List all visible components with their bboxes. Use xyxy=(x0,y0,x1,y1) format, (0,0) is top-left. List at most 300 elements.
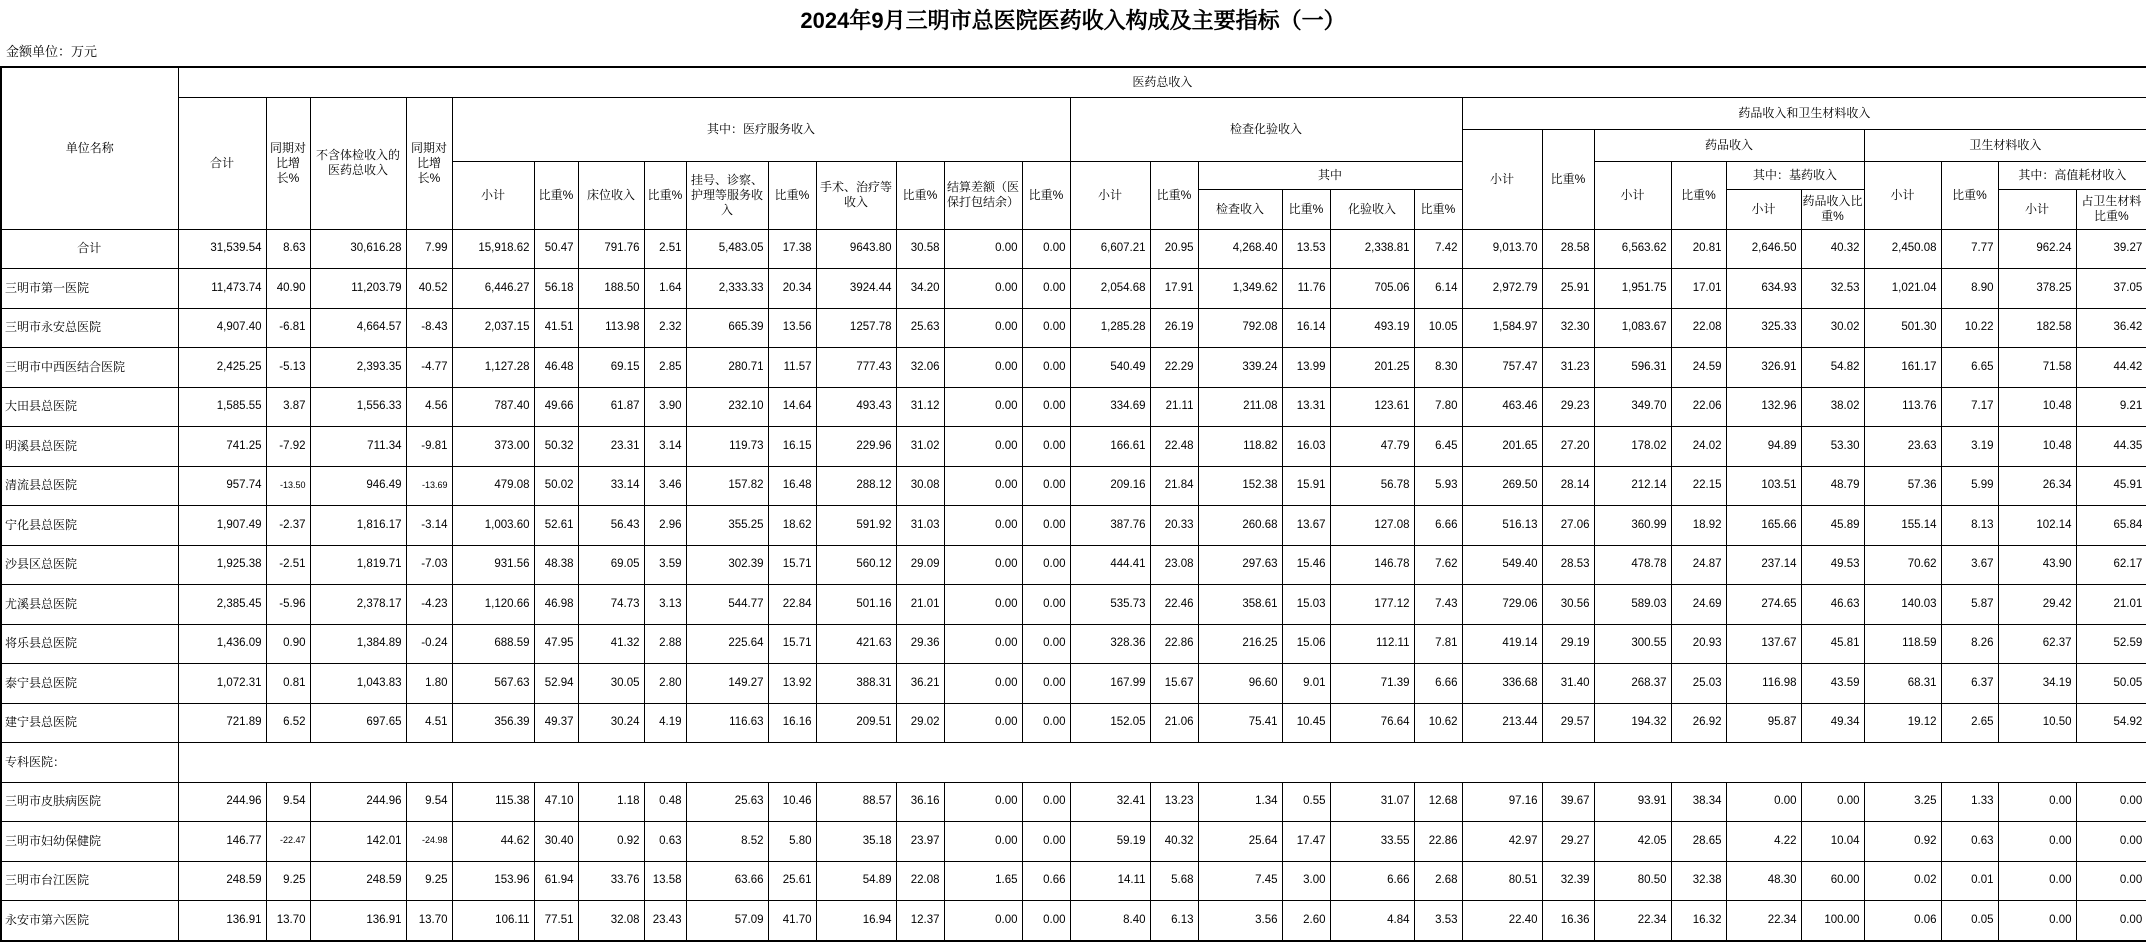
value-cell: 0.05 xyxy=(1941,901,1998,941)
col-yoy-growth-2: 同期对比增长% xyxy=(406,97,452,229)
value-cell: 201.25 xyxy=(1330,348,1414,388)
value-cell: 13.23 xyxy=(1150,782,1198,822)
value-cell: 2.85 xyxy=(644,348,686,388)
col-drug-share: 比重% xyxy=(1671,161,1726,229)
value-cell: 52.61 xyxy=(534,506,578,546)
value-cell: 47.95 xyxy=(534,624,578,664)
value-cell: 3.53 xyxy=(1414,901,1462,941)
value-cell: 32.06 xyxy=(896,348,944,388)
value-cell: 1,072.31 xyxy=(178,664,266,704)
value-cell: 106.11 xyxy=(452,901,534,941)
value-cell: 6.66 xyxy=(1414,506,1462,546)
value-cell: 39.27 xyxy=(2076,229,2146,269)
value-cell: 29.42 xyxy=(1998,585,2076,625)
value-cell: 32.41 xyxy=(1070,782,1150,822)
value-cell: 49.66 xyxy=(534,387,578,427)
value-cell: 30.02 xyxy=(1801,308,1864,348)
value-cell: 30.56 xyxy=(1542,585,1594,625)
value-cell: 268.37 xyxy=(1594,664,1671,704)
value-cell: 113.98 xyxy=(578,308,644,348)
value-cell: 0.00 xyxy=(944,466,1022,506)
value-cell: 40.52 xyxy=(406,269,452,309)
value-cell: -5.96 xyxy=(266,585,310,625)
value-cell: 57.09 xyxy=(686,901,768,941)
value-cell: 6.14 xyxy=(1414,269,1462,309)
value-cell: 112.11 xyxy=(1330,624,1414,664)
col-check-income: 检查收入 xyxy=(1198,189,1282,229)
col-yoy-growth: 同期对比增长% xyxy=(266,97,310,229)
value-cell: 59.19 xyxy=(1070,822,1150,862)
col-settlement-share: 比重% xyxy=(1022,161,1070,229)
value-cell: 71.58 xyxy=(1998,348,2076,388)
value-cell: 688.59 xyxy=(452,624,534,664)
value-cell: 1,003.60 xyxy=(452,506,534,546)
value-cell: 96.60 xyxy=(1198,664,1282,704)
value-cell: 10.04 xyxy=(1801,822,1864,862)
value-cell: 44.62 xyxy=(452,822,534,862)
value-cell: 40.32 xyxy=(1150,822,1198,862)
value-cell: 591.92 xyxy=(816,506,896,546)
value-cell: 62.37 xyxy=(1998,624,2076,664)
value-cell: 30.40 xyxy=(534,822,578,862)
value-cell: 94.89 xyxy=(1726,427,1801,467)
value-cell: 2,646.50 xyxy=(1726,229,1801,269)
value-cell: 9.54 xyxy=(266,782,310,822)
value-cell: 16.03 xyxy=(1282,427,1330,467)
value-cell: 962.24 xyxy=(1998,229,2076,269)
value-cell: 7.81 xyxy=(1414,624,1462,664)
value-cell: 26.92 xyxy=(1671,703,1726,743)
value-cell: 69.05 xyxy=(578,545,644,585)
value-cell: 13.92 xyxy=(768,664,816,704)
value-cell: 463.46 xyxy=(1462,387,1542,427)
value-cell: 0.92 xyxy=(1864,822,1941,862)
hospital-name: 合计 xyxy=(1,229,178,269)
hospital-name: 大田县总医院 xyxy=(1,387,178,427)
value-cell: 29.02 xyxy=(896,703,944,743)
value-cell: 80.51 xyxy=(1462,861,1542,901)
value-cell: 29.36 xyxy=(896,624,944,664)
value-cell: 209.51 xyxy=(816,703,896,743)
hospital-name: 三明市皮肤病医院 xyxy=(1,782,178,822)
value-cell: 0.00 xyxy=(944,545,1022,585)
value-cell: 5.68 xyxy=(1150,861,1198,901)
table-row xyxy=(1,545,2146,585)
value-cell: 42.97 xyxy=(1462,822,1542,862)
value-cell: 23.97 xyxy=(896,822,944,862)
value-cell: 45.91 xyxy=(2076,466,2146,506)
value-cell: 0.00 xyxy=(944,229,1022,269)
value-cell: 328.36 xyxy=(1070,624,1150,664)
value-cell: 2,972.79 xyxy=(1462,269,1542,309)
value-cell: 177.12 xyxy=(1330,585,1414,625)
value-cell: 25.64 xyxy=(1198,822,1282,862)
value-cell: 0.00 xyxy=(1022,308,1070,348)
value-cell: -5.13 xyxy=(266,348,310,388)
value-cell: 56.18 xyxy=(534,269,578,309)
value-cell: 1,584.97 xyxy=(1462,308,1542,348)
hospital-name: 清流县总医院 xyxy=(1,466,178,506)
value-cell: 1,043.83 xyxy=(310,664,406,704)
value-cell: 36.42 xyxy=(2076,308,2146,348)
value-cell: 16.94 xyxy=(816,901,896,941)
value-cell: 116.63 xyxy=(686,703,768,743)
value-cell: 8.90 xyxy=(1941,269,1998,309)
value-cell: 232.10 xyxy=(686,387,768,427)
value-cell: 31,539.54 xyxy=(178,229,266,269)
value-cell: 25.91 xyxy=(1542,269,1594,309)
value-cell: 697.65 xyxy=(310,703,406,743)
value-cell: 70.62 xyxy=(1864,545,1941,585)
value-cell: 5.87 xyxy=(1941,585,1998,625)
value-cell: 336.68 xyxy=(1462,664,1542,704)
value-cell: 225.64 xyxy=(686,624,768,664)
value-cell: 146.78 xyxy=(1330,545,1414,585)
value-cell: 10.45 xyxy=(1282,703,1330,743)
value-cell: 334.69 xyxy=(1070,387,1150,427)
value-cell: 501.16 xyxy=(816,585,896,625)
value-cell: 1,907.49 xyxy=(178,506,266,546)
value-cell: 8.13 xyxy=(1941,506,1998,546)
value-cell: 4.56 xyxy=(406,387,452,427)
value-cell: 19.12 xyxy=(1864,703,1941,743)
value-cell: 28.65 xyxy=(1671,822,1726,862)
value-cell: -2.51 xyxy=(266,545,310,585)
value-cell: 137.67 xyxy=(1726,624,1801,664)
value-cell: 0.00 xyxy=(944,387,1022,427)
col-unit-name: 单位名称 xyxy=(1,67,178,229)
value-cell: 13.58 xyxy=(644,861,686,901)
value-cell: 478.78 xyxy=(1594,545,1671,585)
value-cell: 123.61 xyxy=(1330,387,1414,427)
value-cell: 103.51 xyxy=(1726,466,1801,506)
value-cell: 31.12 xyxy=(896,387,944,427)
value-cell: 4,268.40 xyxy=(1198,229,1282,269)
value-cell: 22.86 xyxy=(1150,624,1198,664)
value-cell: 4.22 xyxy=(1726,822,1801,862)
value-cell: 11,473.74 xyxy=(178,269,266,309)
value-cell: 167.99 xyxy=(1070,664,1150,704)
value-cell: 32.39 xyxy=(1542,861,1594,901)
value-cell: 15,918.62 xyxy=(452,229,534,269)
value-cell: -8.43 xyxy=(406,308,452,348)
value-cell: 419.14 xyxy=(1462,624,1542,664)
value-cell: 13.99 xyxy=(1282,348,1330,388)
value-cell: 20.95 xyxy=(1150,229,1198,269)
table-row xyxy=(1,585,2146,625)
value-cell: 3.56 xyxy=(1198,901,1282,941)
value-cell: 50.32 xyxy=(534,427,578,467)
value-cell: 0.81 xyxy=(266,664,310,704)
value-cell: 3.90 xyxy=(644,387,686,427)
value-cell: 30.24 xyxy=(578,703,644,743)
value-cell: 10.50 xyxy=(1998,703,2076,743)
col-ms-share: 比重% xyxy=(534,161,578,229)
value-cell: 0.00 xyxy=(1726,782,1801,822)
value-cell: 60.00 xyxy=(1801,861,1864,901)
value-cell: 41.51 xyxy=(534,308,578,348)
value-cell: 0.01 xyxy=(1941,861,1998,901)
value-cell: 297.63 xyxy=(1198,545,1282,585)
value-cell: 33.14 xyxy=(578,466,644,506)
value-cell: 349.70 xyxy=(1594,387,1671,427)
value-cell: 49.53 xyxy=(1801,545,1864,585)
value-cell: 56.43 xyxy=(578,506,644,546)
value-cell: 589.03 xyxy=(1594,585,1671,625)
value-cell: 13.31 xyxy=(1282,387,1330,427)
table-body xyxy=(1,229,2146,941)
value-cell: 22.40 xyxy=(1462,901,1542,941)
table-row xyxy=(1,861,2146,901)
value-cell: -22.47 xyxy=(266,822,310,862)
value-cell: 22.34 xyxy=(1594,901,1671,941)
value-cell: 1,816.17 xyxy=(310,506,406,546)
value-cell: 360.99 xyxy=(1594,506,1671,546)
value-cell: 30.08 xyxy=(896,466,944,506)
value-cell: 356.39 xyxy=(452,703,534,743)
value-cell: 711.34 xyxy=(310,427,406,467)
hospital-name: 三明市中西医结合医院 xyxy=(1,348,178,388)
value-cell: 65.84 xyxy=(2076,506,2146,546)
value-cell: 201.65 xyxy=(1462,427,1542,467)
value-cell: -7.92 xyxy=(266,427,310,467)
value-cell: 52.94 xyxy=(534,664,578,704)
section-empty-cell xyxy=(178,743,2146,783)
value-cell: 61.87 xyxy=(578,387,644,427)
value-cell: 7.77 xyxy=(1941,229,1998,269)
value-cell: 721.89 xyxy=(178,703,266,743)
value-cell: 22.86 xyxy=(1414,822,1462,862)
value-cell: 43.90 xyxy=(1998,545,2076,585)
value-cell: -4.77 xyxy=(406,348,452,388)
value-cell: 260.68 xyxy=(1198,506,1282,546)
table-row xyxy=(1,269,2146,309)
value-cell: 8.30 xyxy=(1414,348,1462,388)
value-cell: 757.47 xyxy=(1462,348,1542,388)
value-cell: 0.00 xyxy=(1022,664,1070,704)
value-cell: 15.06 xyxy=(1282,624,1330,664)
value-cell: 5.93 xyxy=(1414,466,1462,506)
value-cell: 1,120.66 xyxy=(452,585,534,625)
value-cell: 4.19 xyxy=(644,703,686,743)
value-cell: 567.63 xyxy=(452,664,534,704)
value-cell: 93.91 xyxy=(1594,782,1671,822)
value-cell: 31.40 xyxy=(1542,664,1594,704)
value-cell: 373.00 xyxy=(452,427,534,467)
value-cell: 32.30 xyxy=(1542,308,1594,348)
value-cell: 1,021.04 xyxy=(1864,269,1941,309)
col-total: 合计 xyxy=(178,97,266,229)
value-cell: 142.01 xyxy=(310,822,406,862)
value-cell: 52.59 xyxy=(2076,624,2146,664)
value-cell: 2.32 xyxy=(644,308,686,348)
col-exam-subtotal: 小计 xyxy=(1070,161,1150,229)
value-cell: 0.66 xyxy=(1022,861,1070,901)
value-cell: 28.53 xyxy=(1542,545,1594,585)
value-cell: 6,446.27 xyxy=(452,269,534,309)
value-cell: 10.62 xyxy=(1414,703,1462,743)
value-cell: 41.70 xyxy=(768,901,816,941)
value-cell: 9643.80 xyxy=(816,229,896,269)
value-cell: 1,819.71 xyxy=(310,545,406,585)
hospital-name: 明溪县总医院 xyxy=(1,427,178,467)
value-cell: 46.98 xyxy=(534,585,578,625)
value-cell: 1,925.38 xyxy=(178,545,266,585)
value-cell: 11.76 xyxy=(1282,269,1330,309)
value-cell: 1.65 xyxy=(944,861,1022,901)
value-cell: 54.89 xyxy=(816,861,896,901)
value-cell: 38.02 xyxy=(1801,387,1864,427)
value-cell: 0.00 xyxy=(944,308,1022,348)
value-cell: 24.59 xyxy=(1671,348,1726,388)
value-cell: 596.31 xyxy=(1594,348,1671,388)
value-cell: 2.51 xyxy=(644,229,686,269)
value-cell: 24.87 xyxy=(1671,545,1726,585)
value-cell: 1,127.28 xyxy=(452,348,534,388)
value-cell: 216.25 xyxy=(1198,624,1282,664)
value-cell: 113.76 xyxy=(1864,387,1941,427)
value-cell: 6,563.62 xyxy=(1594,229,1671,269)
value-cell: 2,037.15 xyxy=(452,308,534,348)
value-cell: 9,013.70 xyxy=(1462,229,1542,269)
hospital-name: 三明市台江医院 xyxy=(1,861,178,901)
value-cell: 7.17 xyxy=(1941,387,1998,427)
unit-note: 金额单位：万元 xyxy=(6,44,98,59)
value-cell: 777.43 xyxy=(816,348,896,388)
value-cell: 1,585.55 xyxy=(178,387,266,427)
value-cell: 1.64 xyxy=(644,269,686,309)
value-cell: 42.05 xyxy=(1594,822,1671,862)
value-cell: 0.00 xyxy=(2076,782,2146,822)
value-cell: 13.53 xyxy=(1282,229,1330,269)
value-cell: 26.19 xyxy=(1150,308,1198,348)
value-cell: 493.43 xyxy=(816,387,896,427)
table-row xyxy=(1,664,2146,704)
value-cell: 194.32 xyxy=(1594,703,1671,743)
value-cell: 7.45 xyxy=(1198,861,1282,901)
value-cell: 153.96 xyxy=(452,861,534,901)
value-cell: 15.03 xyxy=(1282,585,1330,625)
value-cell: 6.66 xyxy=(1414,664,1462,704)
value-cell: 48.30 xyxy=(1726,861,1801,901)
value-cell: 53.30 xyxy=(1801,427,1864,467)
value-cell: 23.31 xyxy=(578,427,644,467)
value-cell: 0.00 xyxy=(1022,269,1070,309)
value-cell: 2.96 xyxy=(644,506,686,546)
col-registration-share: 比重% xyxy=(768,161,816,229)
value-cell: 13.70 xyxy=(406,901,452,941)
value-cell: 6.65 xyxy=(1941,348,1998,388)
value-cell: 6,607.21 xyxy=(1070,229,1150,269)
value-cell: 166.61 xyxy=(1070,427,1150,467)
value-cell: 665.39 xyxy=(686,308,768,348)
value-cell: 48.38 xyxy=(534,545,578,585)
col-highvalue-share: 占卫生材料比重% xyxy=(2076,189,2146,229)
value-cell: 0.00 xyxy=(1998,861,2076,901)
value-cell: 2,333.33 xyxy=(686,269,768,309)
value-cell: 69.15 xyxy=(578,348,644,388)
value-cell: 1.33 xyxy=(1941,782,1998,822)
value-cell: 157.82 xyxy=(686,466,768,506)
col-material-share: 比重% xyxy=(1941,161,1998,229)
value-cell: 36.16 xyxy=(896,782,944,822)
value-cell: 444.41 xyxy=(1070,545,1150,585)
value-cell: 119.73 xyxy=(686,427,768,467)
value-cell: 40.32 xyxy=(1801,229,1864,269)
col-ms-subtotal: 小计 xyxy=(452,161,534,229)
value-cell: 13.56 xyxy=(768,308,816,348)
value-cell: 33.55 xyxy=(1330,822,1414,862)
value-cell: 100.00 xyxy=(1801,901,1864,941)
value-cell: 21.01 xyxy=(2076,585,2146,625)
value-cell: 31.03 xyxy=(896,506,944,546)
value-cell: 76.64 xyxy=(1330,703,1414,743)
value-cell: 14.11 xyxy=(1070,861,1150,901)
table-row xyxy=(1,427,2146,467)
hospital-name: 建宁县总医院 xyxy=(1,703,178,743)
hospital-name: 将乐县总医院 xyxy=(1,624,178,664)
value-cell: 29.57 xyxy=(1542,703,1594,743)
col-material-subtotal: 小计 xyxy=(1864,161,1941,229)
value-cell: 5.80 xyxy=(768,822,816,862)
value-cell: 741.25 xyxy=(178,427,266,467)
value-cell: 212.14 xyxy=(1594,466,1671,506)
value-cell: 75.41 xyxy=(1198,703,1282,743)
value-cell: 6.37 xyxy=(1941,664,1998,704)
value-cell: 25.61 xyxy=(768,861,816,901)
value-cell: 10.22 xyxy=(1941,308,1998,348)
col-highvalue-among: 其中：高值耗材收入 xyxy=(1998,161,2146,189)
value-cell: 16.36 xyxy=(1542,901,1594,941)
value-cell: 0.00 xyxy=(1022,822,1070,862)
col-settlement-diff: 结算差额（医保打包结余） xyxy=(944,161,1022,229)
value-cell: 0.00 xyxy=(1998,822,2076,862)
value-cell: 21.11 xyxy=(1150,387,1198,427)
value-cell: 0.00 xyxy=(1022,782,1070,822)
value-cell: 15.71 xyxy=(768,545,816,585)
value-cell: 80.50 xyxy=(1594,861,1671,901)
value-cell: 237.14 xyxy=(1726,545,1801,585)
value-cell: 47.79 xyxy=(1330,427,1414,467)
value-cell: 3924.44 xyxy=(816,269,896,309)
value-cell: 9.25 xyxy=(266,861,310,901)
value-cell: 1,349.62 xyxy=(1198,269,1282,309)
value-cell: 0.00 xyxy=(944,427,1022,467)
value-cell: 787.40 xyxy=(452,387,534,427)
value-cell: 5.99 xyxy=(1941,466,1998,506)
value-cell: 1257.78 xyxy=(816,308,896,348)
col-group-total-income: 医药总收入 xyxy=(178,67,2146,97)
value-cell: 41.32 xyxy=(578,624,644,664)
value-cell: 35.18 xyxy=(816,822,896,862)
col-group-drug-material: 药品收入和卫生材料收入 xyxy=(1462,97,2146,129)
value-cell: 7.80 xyxy=(1414,387,1462,427)
value-cell: 244.96 xyxy=(310,782,406,822)
value-cell: 10.48 xyxy=(1998,387,2076,427)
hospital-name: 永安市第六医院 xyxy=(1,901,178,941)
col-registration-income: 挂号、诊察、护理等服务收入 xyxy=(686,161,768,229)
value-cell: 29.27 xyxy=(1542,822,1594,862)
value-cell: 1,556.33 xyxy=(310,387,406,427)
col-group-exam-lab: 检查化验收入 xyxy=(1070,97,1462,161)
value-cell: 22.08 xyxy=(896,861,944,901)
value-cell: 14.64 xyxy=(768,387,816,427)
value-cell: 32.08 xyxy=(578,901,644,941)
value-cell: 15.46 xyxy=(1282,545,1330,585)
value-cell: 25.03 xyxy=(1671,664,1726,704)
value-cell: 11.57 xyxy=(768,348,816,388)
value-cell: 946.49 xyxy=(310,466,406,506)
